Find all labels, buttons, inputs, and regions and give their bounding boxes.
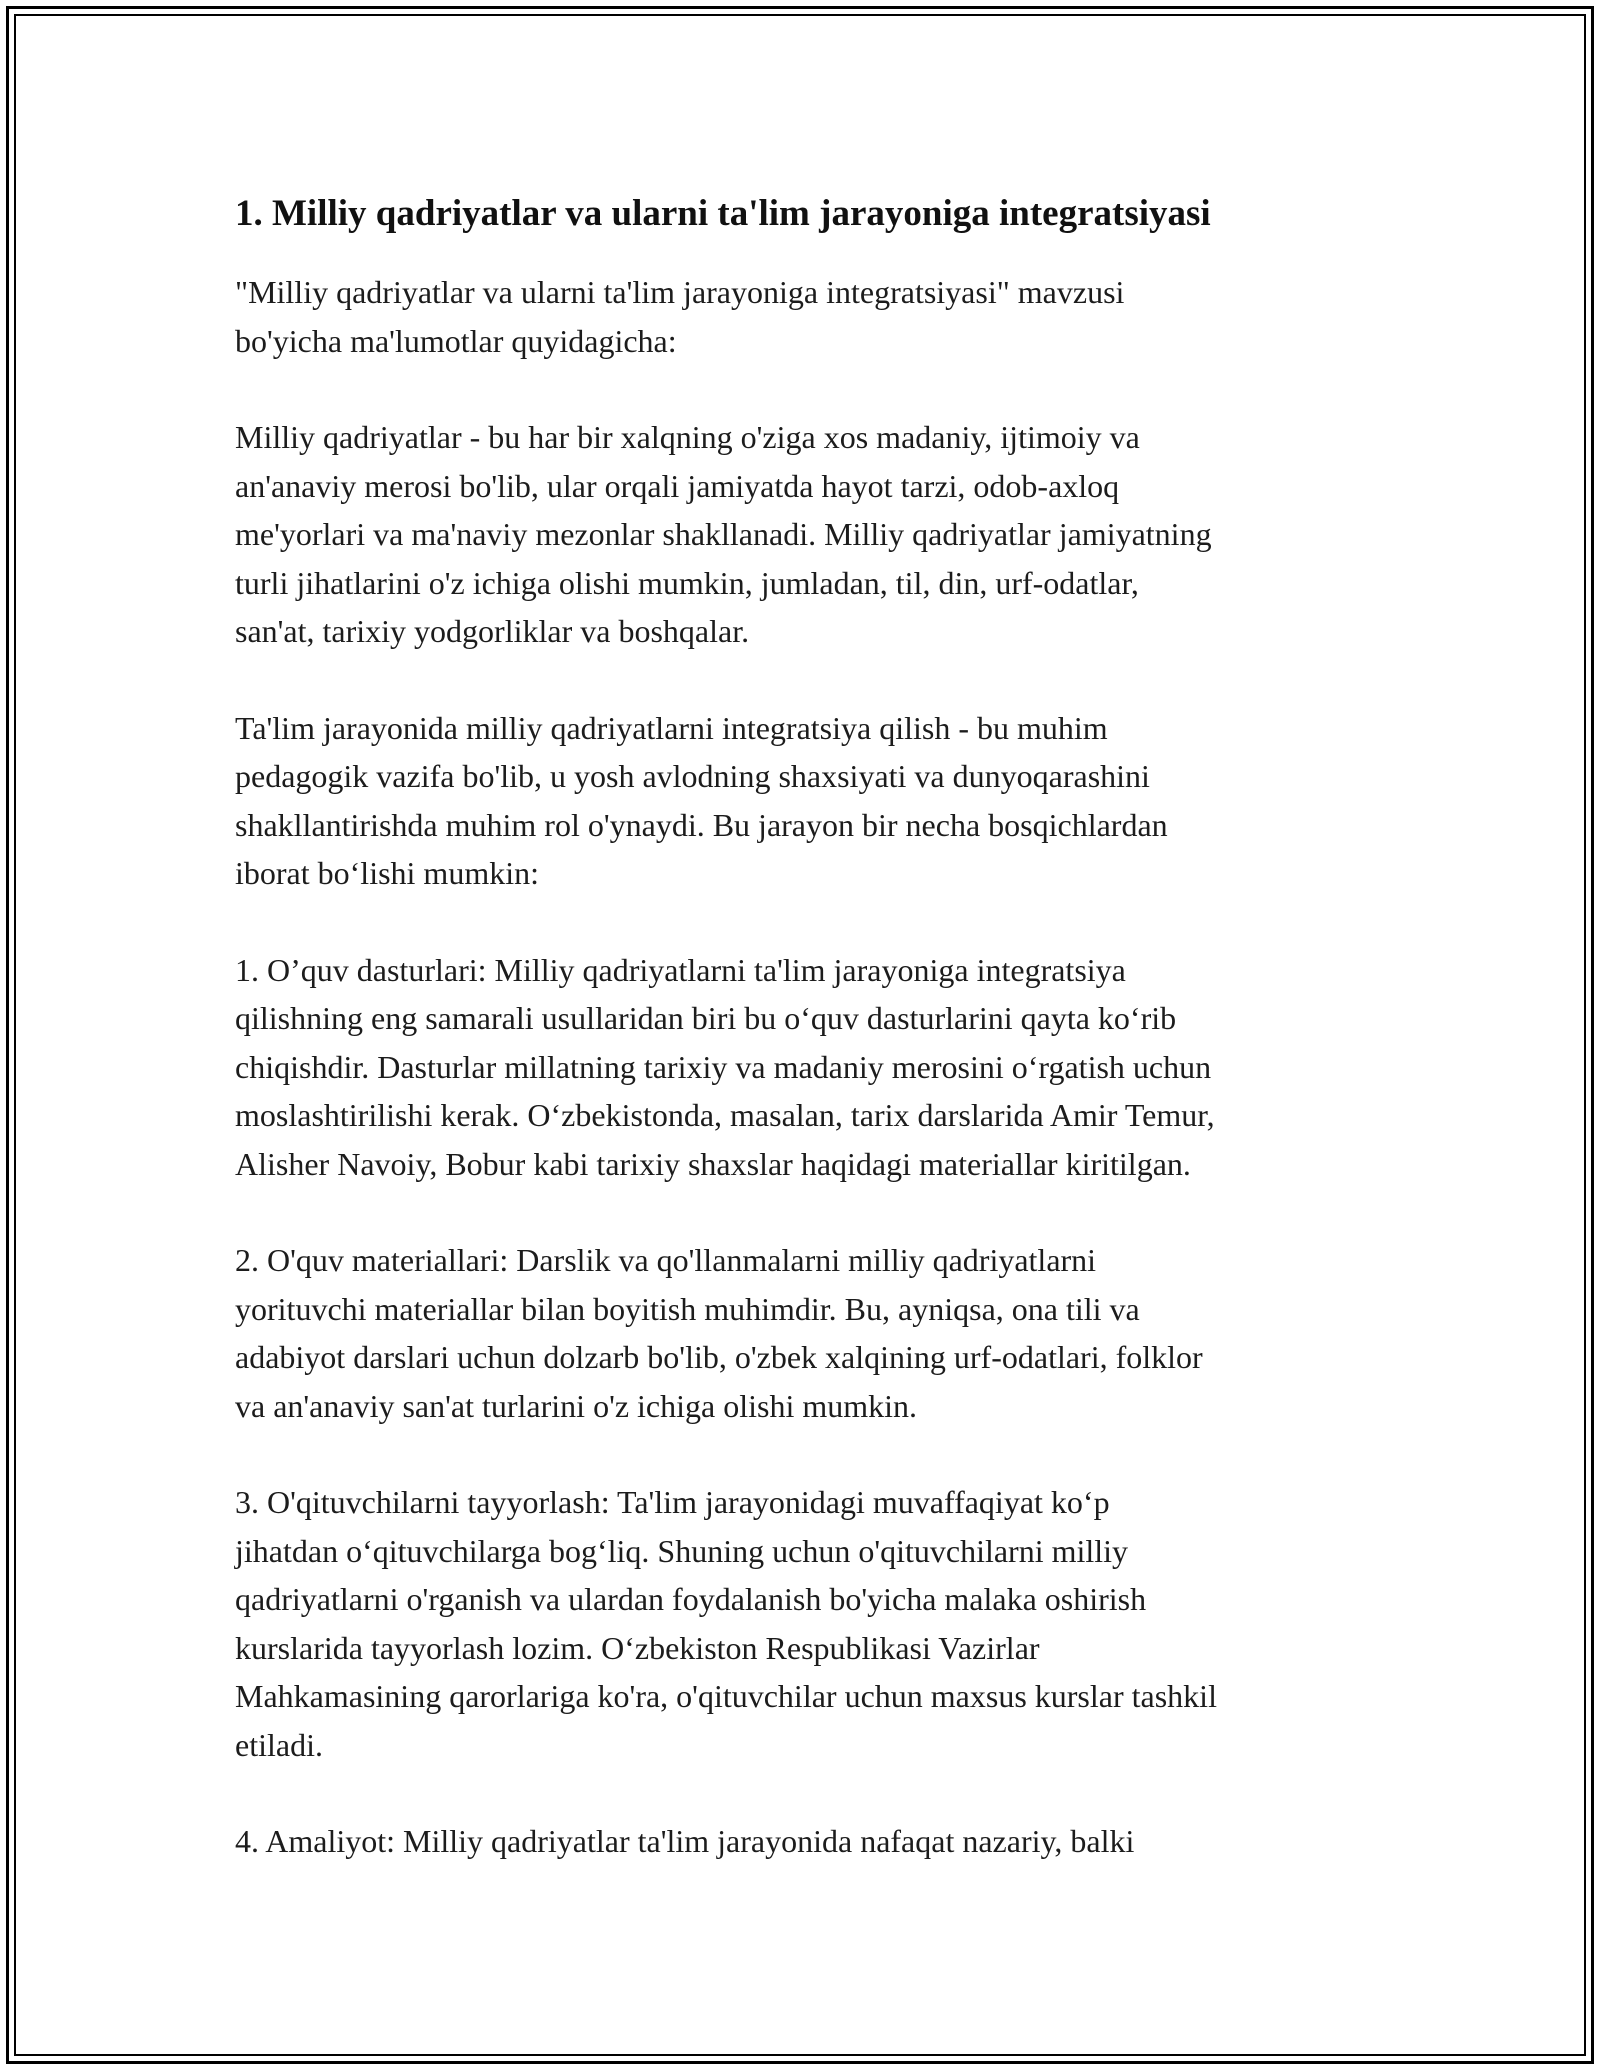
document-body (235, 182, 1385, 1914)
intro-paragraph: "Milliy qadriyatlar va ularni ta'lim jarayoniga integratsiyasi" mavzusi bo'yicha ma'lumotlar quyidagicha: (235, 274, 1125, 359)
list-item-teacher-training: 3. O'qituvchilarni tayyorlash: Ta'lim jarayonidagi muvaffaqiyat ko‘p jihatdan o‘qituvchilarga bog‘liq. Shuning uchun o'qituvchilarni milliy qadriyatlarni o'rganish va ulardan foydalanish bo'yicha malaka oshirish kurslarida tayyorlash lozim. O‘zbekiston Respublikasi Vazirlar Mahkamasining qarorlariga ko'ra, o'qituvchilar uchun maxsus kurslar tashkil etiladi. (235, 1484, 1217, 1763)
integration-paragraph: Ta'lim jarayonida milliy qadriyatlarni integratsiya qilish - bu muhim pedagogik vazifa bo'lib, u yosh avlodning shaxsiyati va dunyoqarashini shakllantirishda muhim rol o'ynaydi. Bu jarayon bir necha bosqichlardan iborat bo‘lishi mumkin: (235, 709, 1168, 891)
list-item-practice: 4. Amaliyot: Milliy qadriyatlar ta'lim jarayonida nafaqat nazariy, balki (235, 1823, 1135, 1859)
definition-paragraph: Milliy qadriyatlar - bu har bir xalqning o'ziga xos madaniy, ijtimoiy va an'anaviy merosi bo'lib, ular orqali jamiyatda hayot tarzi, odob-axloq me'yorlari va ma'naviy mezonlar shakllanadi. Milliy qadriyatlar jamiyatning turli jihatlarini o'z ichiga olishi mumkin, jumladan, til, din, urf-odatlar, san'at, tarixiy yodgorliklar va boshqalar. (235, 419, 1212, 649)
list-item-curricula: 1. O’quv dasturlari: Milliy qadriyatlarni ta'lim jarayoniga integratsiya qilishning eng samarali usullaridan biri bu o‘quv dasturlarini qayta ko‘rib chiqishdir. Dasturlar millatning tarixiy va madaniy merosini o‘rgatish uchun moslashtirilishi kerak. O‘zbekistonda, masalan, tarix darslarida Amir Temur, Alisher Navoiy, Bobur kabi tarixiy shaxslar haqidagi materiallar kiritilgan. (235, 951, 1215, 1182)
list-item-materials: 2. O'quv materiallari: Darslik va qo'llanmalarni milliy qadriyatlarni yorituvchi materiallar bilan boyitish muhimdir. Bu, ayniqsa, ona tili va adabiyot darslari uchun dolzarb bo'lib, o'zbek xalqining urf-odatlari, folklor va an'anaviy san'at turlarini o'z ichiga olishi mumkin. (235, 1242, 1203, 1424)
document-title: 1. Milliy qadriyatlar va ularni ta'lim jarayoniga integratsiyasi (235, 193, 1211, 234)
